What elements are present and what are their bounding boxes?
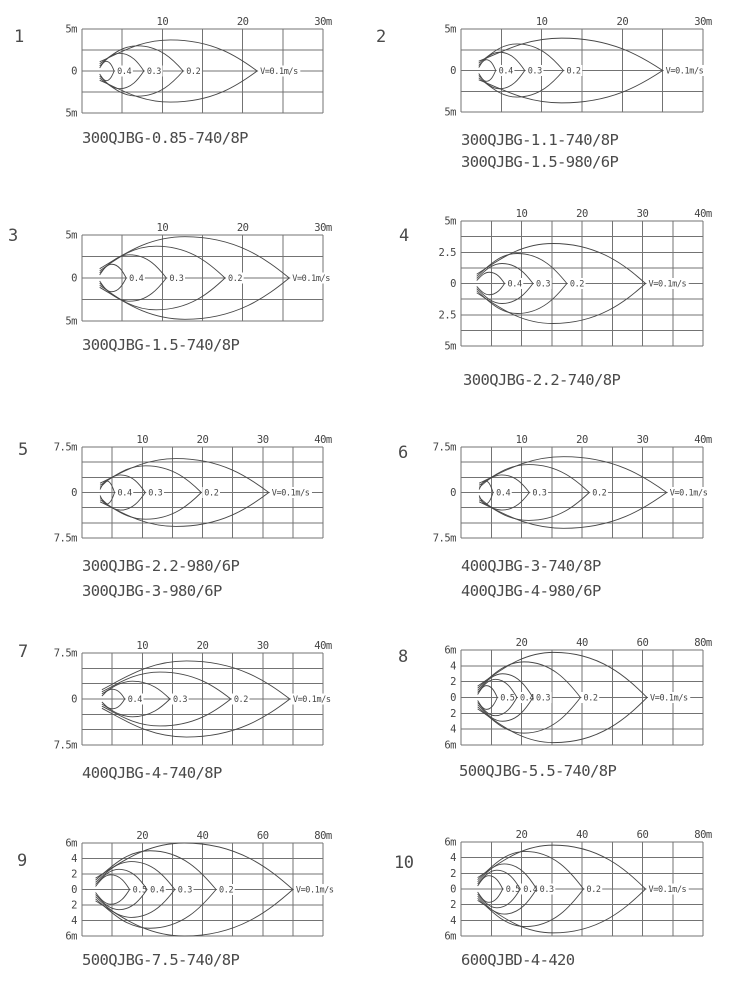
contour-label: V=0.1m/s: [669, 488, 708, 499]
x-axis-tick-label: 40m: [694, 208, 712, 220]
chart-number-1: 1: [14, 27, 24, 47]
velocity-contour-chart-10: [444, 829, 712, 943]
velocity-contour-chart-4: [439, 208, 712, 353]
y-axis-tick-label: 7.5m: [53, 647, 77, 660]
y-axis-tick-label: 4: [450, 660, 456, 673]
contour-label: 0.2: [586, 885, 601, 895]
x-axis-tick-label: 20: [236, 16, 249, 28]
contour-label: V=0.1m/s: [271, 488, 310, 499]
contour-label: 0.4: [498, 66, 513, 77]
y-axis-tick-label: 0: [71, 65, 77, 78]
x-axis-tick-label: 80m: [694, 637, 712, 649]
y-axis-tick-label: 0: [71, 487, 77, 499]
x-axis-tick-label: 80m: [694, 829, 712, 841]
x-axis-tick-label: 40m: [314, 640, 332, 652]
contour-label: 0.2: [204, 488, 219, 499]
contour-label: 0.4: [127, 695, 142, 705]
y-axis-tick-label: 5m: [444, 106, 456, 119]
y-axis-tick-label: 4: [450, 723, 456, 736]
y-axis-tick-label: 0: [450, 278, 456, 290]
chart-caption: 400QJBG-4-740/8P: [82, 764, 222, 782]
y-axis-tick-label: 5m: [444, 340, 456, 353]
contour-label: 0.4: [117, 488, 132, 499]
contour-label: 0.5: [500, 693, 515, 704]
chart-caption: 300QJBG-2.2-980/6P: [82, 557, 240, 575]
velocity-contour-chart-6: [433, 434, 712, 545]
contour-label: V=0.1m/s: [292, 695, 331, 705]
y-axis-tick-label: 5m: [65, 107, 77, 120]
y-axis-tick-label: 2: [450, 867, 456, 880]
x-axis-tick-label: 20: [576, 208, 588, 220]
x-axis-tick-label: 40: [196, 830, 209, 842]
y-axis-tick-label: 2: [450, 899, 456, 912]
contour-label: 0.3: [177, 885, 192, 896]
x-axis-tick-label: 40m: [314, 434, 332, 446]
chart-caption: 600QJBD-4-420: [461, 951, 575, 969]
y-axis-tick-label: 7.5m: [432, 532, 456, 545]
y-axis-tick-label: 2: [71, 899, 77, 912]
chart-caption: 300QJBG-1.1-740/8P: [461, 131, 619, 149]
y-axis-tick-label: 4: [71, 853, 77, 865]
contour-label: 0.5: [132, 885, 147, 896]
chart-caption: 300QJBG-3-980/6P: [82, 582, 222, 600]
x-axis-tick-label: 20: [515, 637, 528, 649]
contour-label: 0.3: [148, 488, 163, 499]
contour-label: 0.2: [569, 279, 585, 290]
velocity-contour-chart-5: [54, 434, 332, 545]
y-axis-tick-label: 0: [71, 693, 77, 706]
contour-label: 0.5: [505, 885, 520, 895]
contour-label: 0.4: [117, 67, 132, 77]
x-axis-tick-label: 80m: [314, 830, 332, 842]
chart-caption: 300QJBG-2.2-740/8P: [463, 371, 621, 389]
chart-caption: 300QJBG-0.85-740/8P: [82, 129, 248, 147]
contour-label: 0.2: [583, 693, 598, 704]
chart-number-10: 10: [394, 853, 414, 873]
x-axis-tick-label: 10: [515, 434, 528, 446]
chart-caption: 400QJBG-3-740/8P: [461, 557, 601, 575]
contour-label: V=0.1m/s: [650, 693, 688, 704]
y-axis-tick-label: 0: [450, 487, 456, 499]
y-axis-tick-label: 2: [450, 676, 456, 689]
y-axis-tick-label: 4: [450, 852, 456, 865]
y-axis-tick-label: 7.5m: [432, 441, 456, 454]
contour-label: 0.3: [146, 67, 162, 77]
x-axis-tick-label: 60: [256, 830, 269, 842]
chart-number-7: 7: [18, 642, 28, 662]
contour-label: 0.3: [535, 693, 551, 704]
velocity-contour-chart-9: [65, 830, 336, 943]
y-axis-tick-label: 5m: [65, 315, 77, 328]
velocity-contour-chart-3: [65, 222, 332, 328]
y-axis-tick-label: 4: [450, 914, 456, 927]
x-axis-tick-label: 20: [576, 434, 588, 446]
x-axis-tick-label: 10: [156, 16, 169, 28]
x-axis-tick-label: 40: [576, 637, 588, 649]
chart-number-2: 2: [376, 27, 386, 47]
contour-label: 0.4: [523, 885, 538, 895]
x-axis-tick-label: 60: [636, 829, 649, 841]
contour-label: V=0.1m/s: [292, 274, 331, 284]
contour-label: V=0.1m/s: [295, 885, 334, 896]
x-axis-tick-label: 40m: [694, 434, 712, 446]
contour-label: V=0.1m/s: [260, 67, 298, 77]
contour-label: 0.3: [172, 695, 188, 705]
y-axis-tick-label: 5m: [444, 215, 456, 228]
y-axis-tick-label: 0: [71, 884, 77, 896]
y-axis-tick-label: 2: [71, 868, 77, 881]
contour-label: 0.2: [219, 885, 234, 896]
y-axis-tick-label: 7.5m: [53, 532, 77, 545]
y-axis-tick-label: 6m: [444, 739, 456, 752]
y-axis-tick-label: 0: [450, 692, 456, 704]
x-axis-tick-label: 20: [616, 16, 629, 28]
y-axis-tick-label: 0: [450, 883, 456, 896]
contour-label: 0.2: [227, 274, 243, 284]
x-axis-tick-label: 20: [515, 829, 528, 841]
x-axis-tick-label: 20: [196, 434, 209, 446]
velocity-contour-chart-2: [444, 16, 712, 119]
velocity-contour-chart-8: [444, 637, 712, 752]
contour-label: 0.3: [539, 885, 554, 895]
x-axis-tick-label: 30: [256, 640, 269, 652]
y-axis-tick-label: 6m: [444, 644, 456, 657]
x-axis-tick-label: 20: [136, 830, 149, 842]
y-axis-tick-label: 2.5: [438, 309, 456, 322]
contour-label: 0.3: [532, 488, 547, 499]
velocity-contour-chart-7: [54, 640, 333, 752]
x-axis-tick-label: 10: [515, 208, 528, 220]
y-axis-tick-label: 6m: [65, 930, 77, 943]
y-axis-tick-label: 2: [450, 707, 456, 720]
contour-label: 0.4: [507, 279, 522, 290]
x-axis-tick-label: 30: [256, 434, 269, 446]
chart-caption: 500QJBG-7.5-740/8P: [82, 951, 240, 969]
chart-caption: 300QJBG-1.5-740/8P: [82, 336, 240, 354]
y-axis-tick-label: 0: [71, 272, 77, 285]
x-axis-tick-label: 30: [636, 434, 649, 446]
y-axis-tick-label: 6m: [444, 930, 456, 943]
chart-caption: 300QJBG-1.5-980/6P: [461, 153, 619, 171]
chart-number-5: 5: [18, 440, 28, 460]
y-axis-tick-label: 5m: [65, 23, 77, 36]
contour-label: 0.4: [496, 488, 511, 499]
contour-label: 0.3: [169, 274, 184, 284]
contour-label: 0.3: [527, 66, 542, 77]
contour-label: 0.2: [233, 695, 248, 705]
contour-label: 0.4: [129, 274, 144, 284]
y-axis-tick-label: 5m: [65, 229, 77, 242]
y-axis-tick-label: 7.5m: [53, 739, 77, 752]
contour-label: 0.3: [535, 279, 551, 290]
contour-label: 0.4: [150, 885, 165, 896]
chart-number-3: 3: [8, 226, 18, 246]
y-axis-tick-label: 0: [450, 65, 456, 77]
chart-caption: 400QJBG-4-980/6P: [461, 582, 601, 600]
contour-label: V=0.1m/s: [648, 279, 687, 290]
chart-caption: 500QJBG-5.5-740/8P: [459, 762, 617, 780]
contour-label: 0.4: [519, 693, 535, 704]
chart-number-8: 8: [398, 647, 408, 667]
y-axis-tick-label: 2.5: [438, 246, 456, 259]
x-axis-tick-label: 40: [576, 829, 588, 841]
x-axis-tick-label: 10: [156, 222, 169, 234]
x-axis-tick-label: 10: [136, 640, 149, 652]
contour-label: V=0.1m/s: [648, 885, 687, 895]
chart-number-9: 9: [17, 851, 27, 871]
x-axis-tick-label: 30m: [694, 16, 712, 28]
velocity-contour-chart-1: [65, 16, 332, 120]
chart-number-4: 4: [399, 226, 409, 246]
x-axis-tick-label: 20: [196, 640, 209, 652]
contour-label: 0.2: [592, 488, 607, 499]
x-axis-tick-label: 60: [636, 637, 649, 649]
chart-number-6: 6: [398, 443, 408, 463]
x-axis-tick-label: 30: [636, 208, 649, 220]
contour-label: V=0.1m/s: [665, 66, 704, 77]
y-axis-tick-label: 6m: [444, 836, 456, 849]
x-axis-tick-label: 20: [236, 222, 249, 234]
y-axis-tick-label: 6m: [65, 837, 77, 850]
contour-label: 0.2: [566, 66, 581, 77]
x-axis-tick-label: 30m: [314, 16, 332, 28]
x-axis-tick-label: 30m: [314, 222, 332, 234]
y-axis-tick-label: 4: [71, 915, 77, 927]
contour-label: 0.2: [186, 67, 201, 77]
y-axis-tick-label: 5m: [444, 23, 456, 36]
x-axis-tick-label: 10: [535, 16, 548, 28]
x-axis-tick-label: 10: [136, 434, 149, 446]
y-axis-tick-label: 7.5m: [53, 441, 77, 454]
